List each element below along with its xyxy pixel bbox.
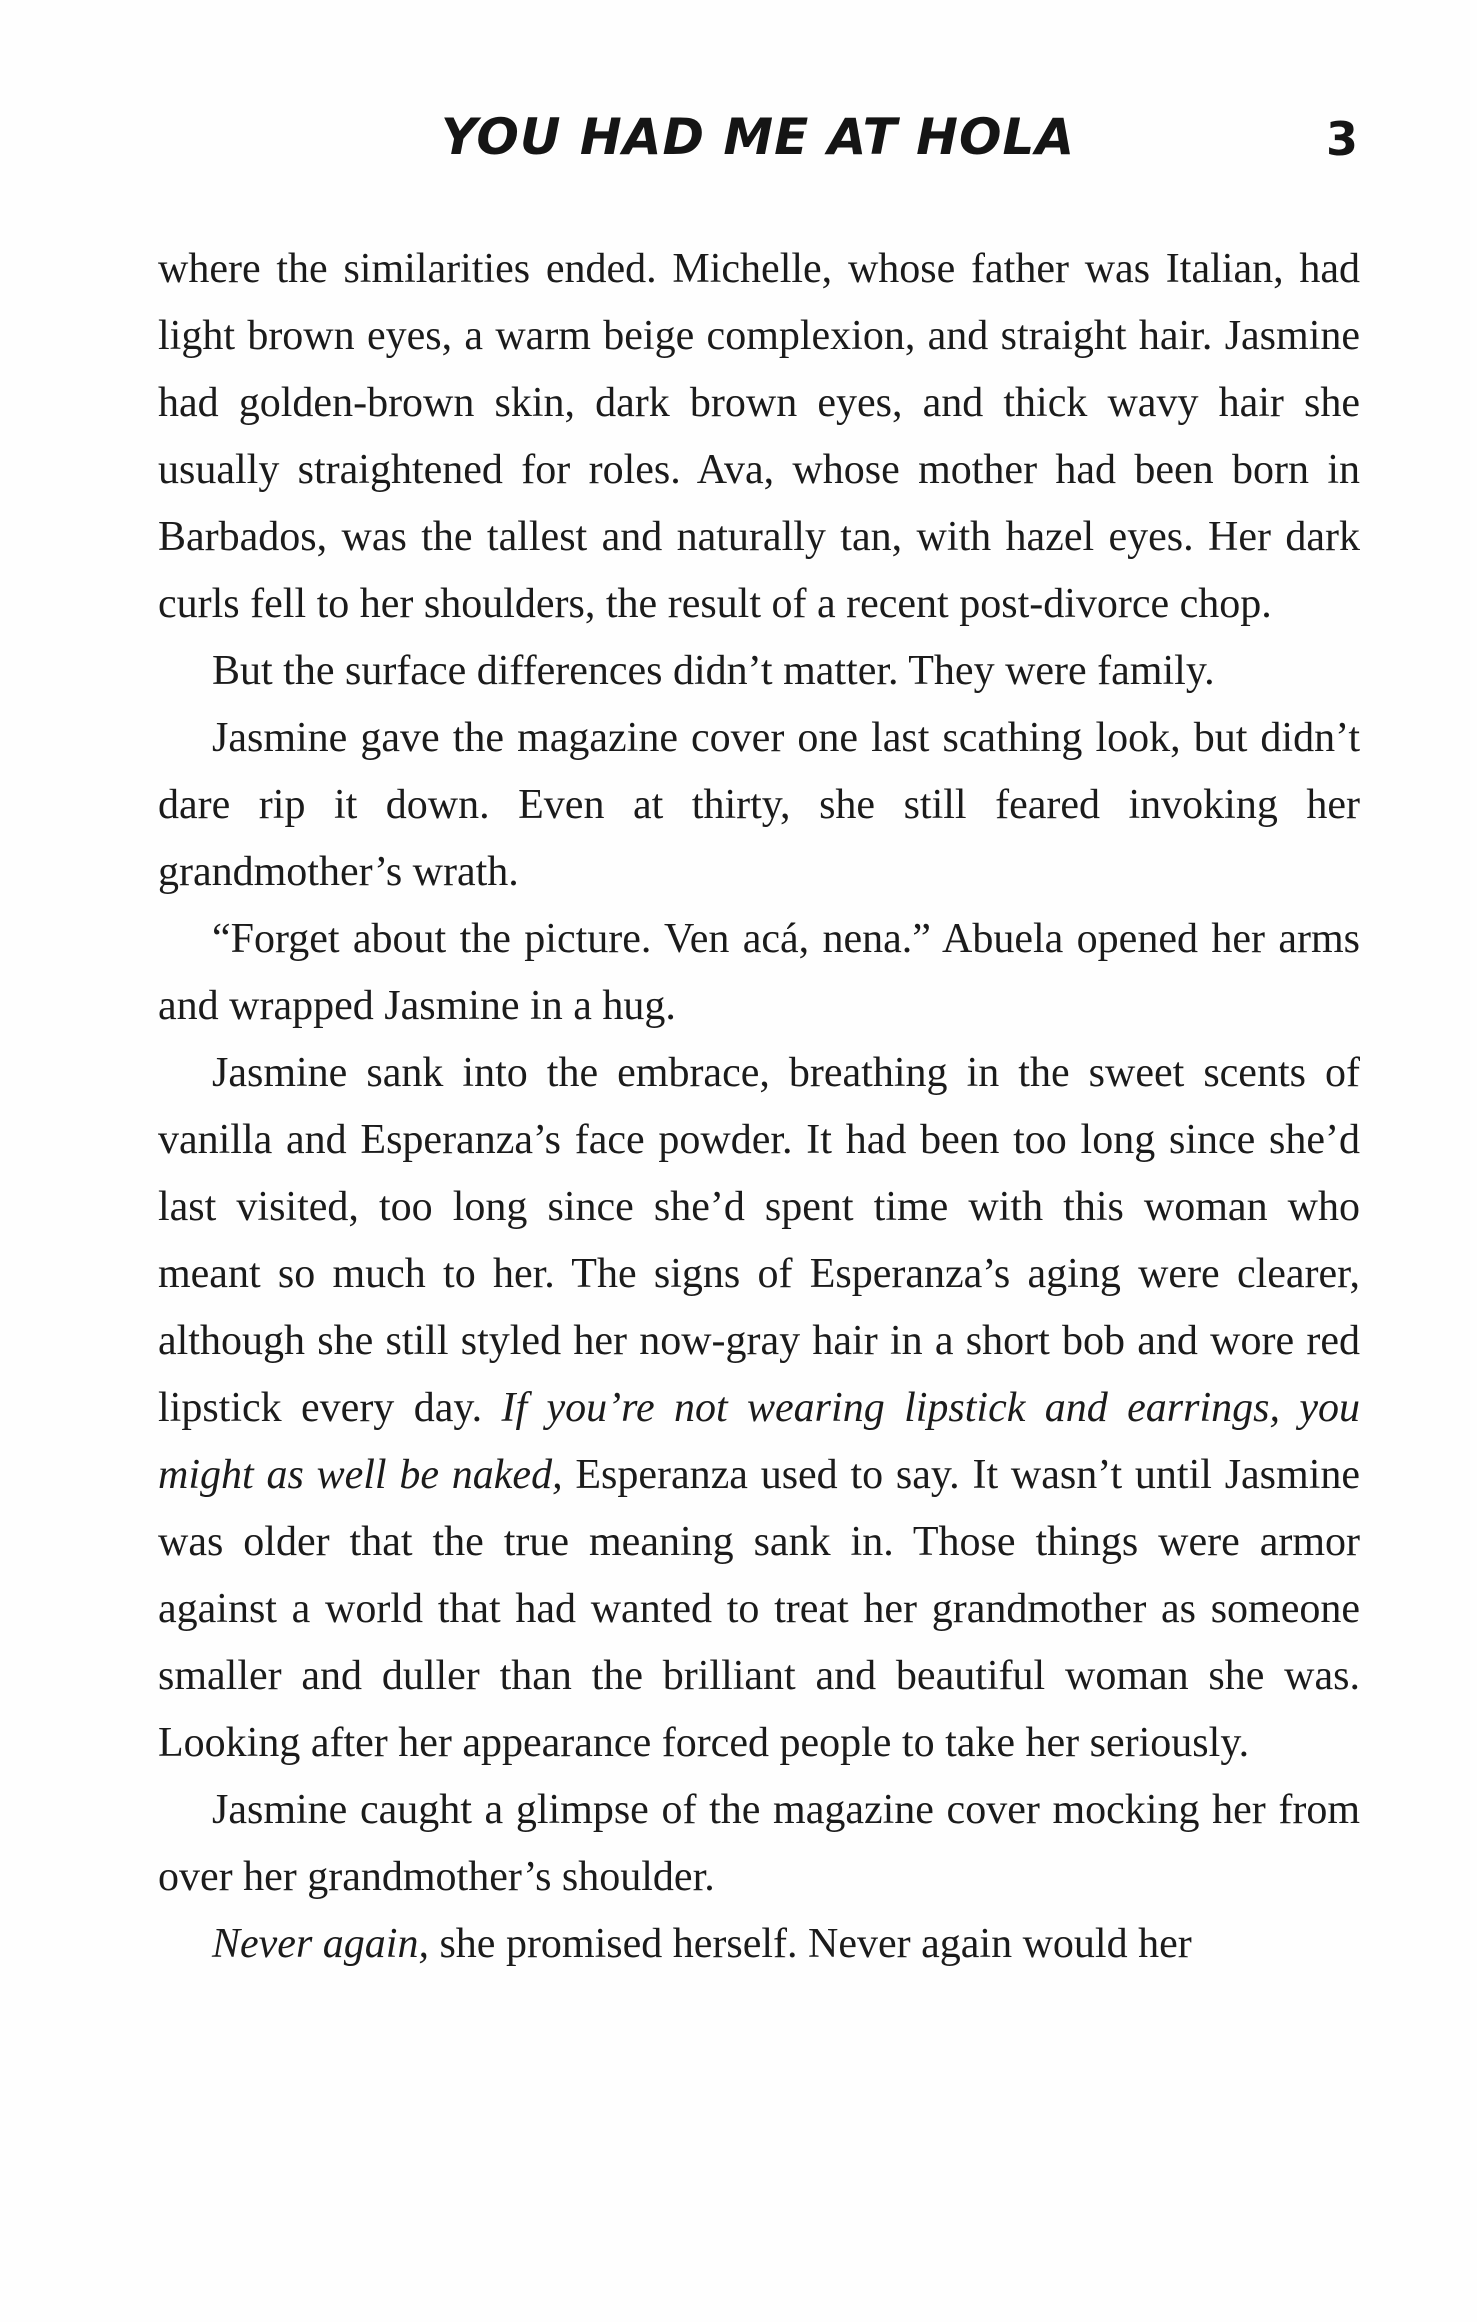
page-number: 3 [1325,112,1358,166]
page-header [158,108,1358,188]
paragraph-7-italic: Never again, [212,1921,429,1967]
paragraph-4: “Forget about the picture. Ven acá, nena.” Abuela opened her arms and wrapped Jasmine in a hug. [158,916,1360,1029]
paragraph-5-italic-quote: If you’re not wearing lipstick and earrings, you might as well be naked, [158,1385,1360,1498]
running-title: YOU HAD ME AT HOLA [440,108,1076,166]
paragraph-5 [158,1040,1360,1777]
paragraph-1: where the similarities ended. Michelle, whose father was Italian, had light brown eyes, a warm beige complexion, and straight hair. Jasmine had golden-brown skin, dark brown eyes, and thick wavy hair she usually straightened for roles. Ava, whose mother had been born in Barbados, was the tallest and naturally tan, with hazel eyes. Her dark curls fell to her shoulders, the result of a recent post-divorce chop. [158,246,1360,627]
paragraph-7 [158,1911,1360,1978]
paragraph-2: But the surface differences didn’t matter. They were family. [212,648,1215,694]
paragraph-5-text-b: Esperanza used to say. It wasn’t until Jasmine was older that the true meaning sank in. Those things were armor against a world that had wanted to treat her grandmother as someone smaller and duller than the brilliant and beautiful woman she was. Looking after her appearance forced people to take her seriously. [158,1452,1361,1766]
paragraph-3: Jasmine gave the magazine cover one last scathing look, but didn’t dare rip it down. Even at thirty, she still feared invoking her grandmother’s wrath. [158,715,1360,895]
body-text [158,236,1360,1978]
paragraph-6: Jasmine caught a glimpse of the magazine cover mocking her from over her grandmother’s shoulder. [158,1787,1360,1900]
paragraph-7-text: she promised herself. Never again would her [428,1921,1192,1967]
paragraph-5-text-a: Jasmine sank into the embrace, breathing in the sweet scents of vanilla and Esperanza’s face powder. It had been too long since she’d last visited, too long since she’d spent time with this woman who meant so much to her. The signs of Esperanza’s aging were clearer, although she still styled her now-gray hair in a short bob and wore red lipstick every day. [158,1050,1360,1431]
